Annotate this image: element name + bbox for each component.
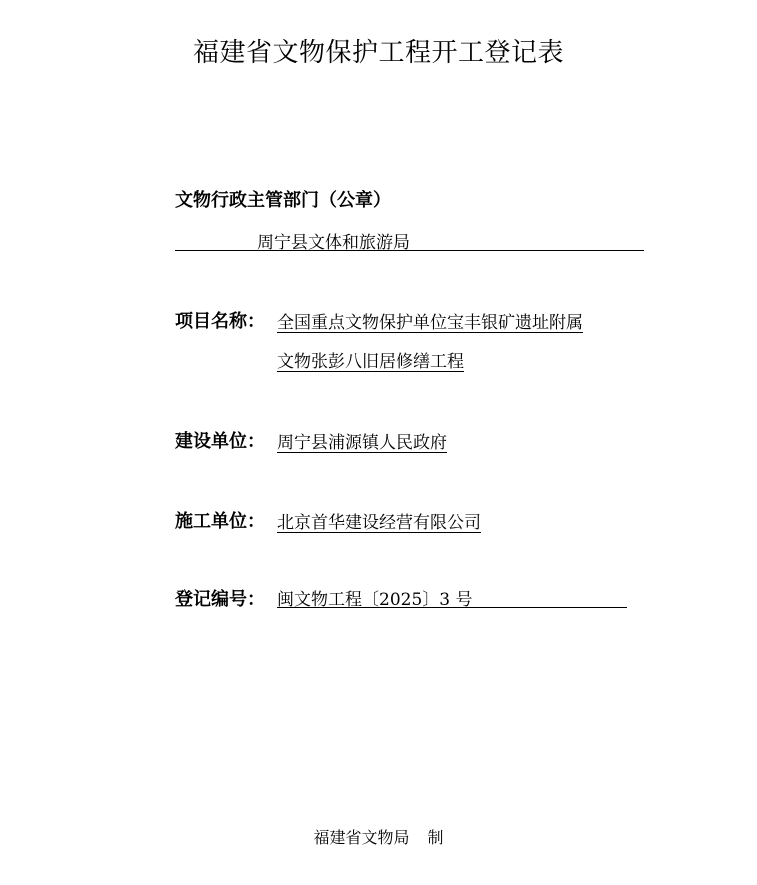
registration-label: 登记编号： xyxy=(175,589,265,610)
contractor-label: 施工单位： xyxy=(175,511,265,532)
footer-issuer xyxy=(0,825,757,848)
project-name-value-line1: 全国重点文物保护单位宝丰银矿遗址附属 xyxy=(277,313,583,333)
department-value: 周宁县文体和旅游局 xyxy=(257,233,410,253)
department-label: 文物行政主管部门（公章） xyxy=(175,190,391,211)
page-title: 福建省文物保护工程开工登记表 xyxy=(192,38,564,68)
registration-field xyxy=(277,585,627,608)
registration-value: 闽文物工程〔2025〕3 号 xyxy=(277,590,473,610)
department-field xyxy=(175,226,644,251)
footer-issuer-suffix: 制 xyxy=(427,828,444,847)
contractor-value: 北京首华建设经营有限公司 xyxy=(277,513,481,533)
builder-label: 建设单位： xyxy=(175,431,265,452)
project-name-value-line2: 文物张彭八旧居修缮工程 xyxy=(277,352,464,372)
project-name-label: 项目名称： xyxy=(175,311,265,332)
footer-issuer-name: 福建省文物局 xyxy=(313,828,410,847)
builder-value: 周宁县浦源镇人民政府 xyxy=(277,433,447,453)
